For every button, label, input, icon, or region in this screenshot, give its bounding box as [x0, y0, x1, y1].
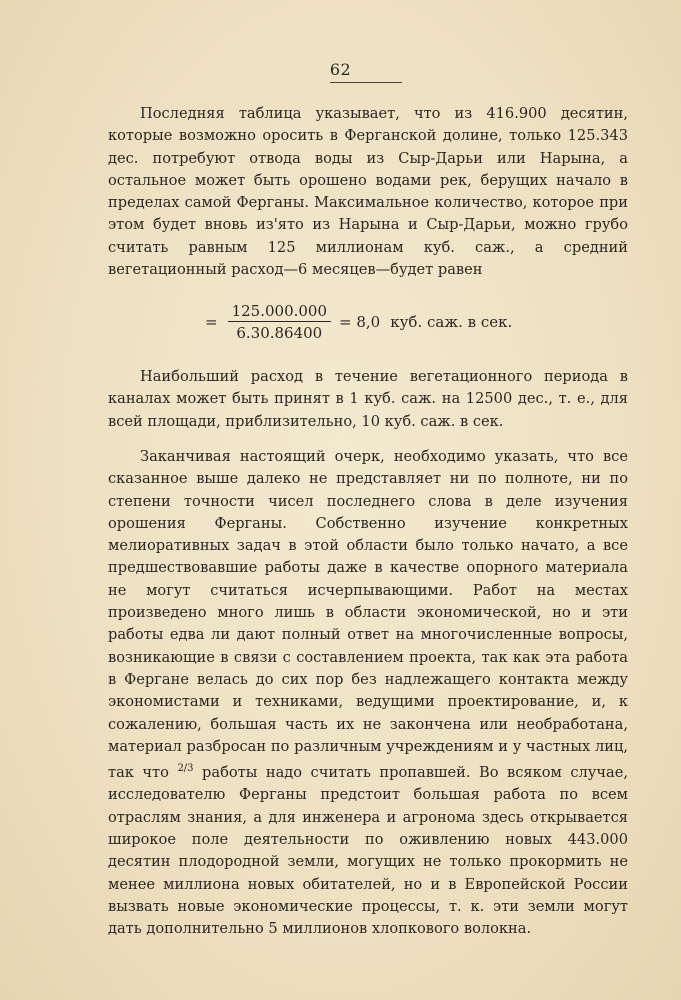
paragraph-max-flow: Наибольший расход в течение вегетационного периода в каналах может быть принят в 1 куб. саж. на 12500 дес., т. е., для всей площади, приблизительно, 10 куб. саж. в сек. — [108, 368, 628, 430]
formula-unit: куб. саж. в сек. — [390, 313, 513, 331]
fraction-two-thirds: 2/3 — [177, 763, 194, 775]
page-number: 62 — [329, 60, 352, 79]
page-number-underline — [330, 82, 402, 83]
formula-fraction — [228, 302, 331, 342]
formula-equals-sign: = — [205, 313, 218, 331]
formula-numerator: 125.000.000 — [228, 302, 331, 322]
conclusion-text-part-2: работы надо считать пропавшей. Во всяком случае, исследователю Ферганы предстоит большая работа по всем отраслям знания, а для инженера и агронома здесь открывается широкое поле деятельности по оживлению новых 443.000 десятин плодородной земли, могущих не только прокормить не менее миллиона новых обитателей, но и в Европейской России вызвать новые экономические процессы, т. к. эти земли могут дать дополнительно 5 миллионов хлопкового волокна. — [108, 764, 629, 938]
paragraph-irrigation-table: Последняя таблица указывает, что из 416.900 десятин, которые возможно оросить в Ферганской долине, только 125.343 дес. потребуют отвода воды из Сыр-Дарьи или Нарына, а остальное может быть орошено водами рек, берущих начало в пределах самой Ферганы. Максимальное количество, которое при этом будет вновь из'ято из Нарына и Сыр-Дарьи, можно грубо считать равным 125 миллионам куб. саж., а средний вегетационный расход—6 месяцев—будет равен — [108, 105, 628, 279]
formula-denominator: 6.30.86400 — [236, 324, 323, 342]
formula-result: = 8,0 — [339, 313, 381, 331]
conclusion-text-part-1: Заканчивая настоящий очерк, необходимо указать, что все сказанное выше далеко не представляет ни по полноте, ни по степени точности чисел последнего слова в деле изучения орошения Ферганы. Собственно изучение конкретных мелиоративных задач в этой области было только начато, а все предшествовавшие работы даже в качестве опорного материала не могут считаться исчерпывающими. Работ на местах произведено много лишь в области экономической, но и эти работы едва ли дают полный ответ на многочисленные вопросы, возникающие в связи с составлением проекта, так как эта работа в Фергане велась до сих пор без надлежащего контакта между экономистами и техниками, ведущими проектирование, и, к сожалению, большая часть их не закончена или необработана, материал разбросан по различным учреждениям и у частных лиц, так что — [108, 448, 628, 782]
paragraph-conclusion — [108, 446, 628, 940]
flow-formula — [205, 297, 512, 347]
